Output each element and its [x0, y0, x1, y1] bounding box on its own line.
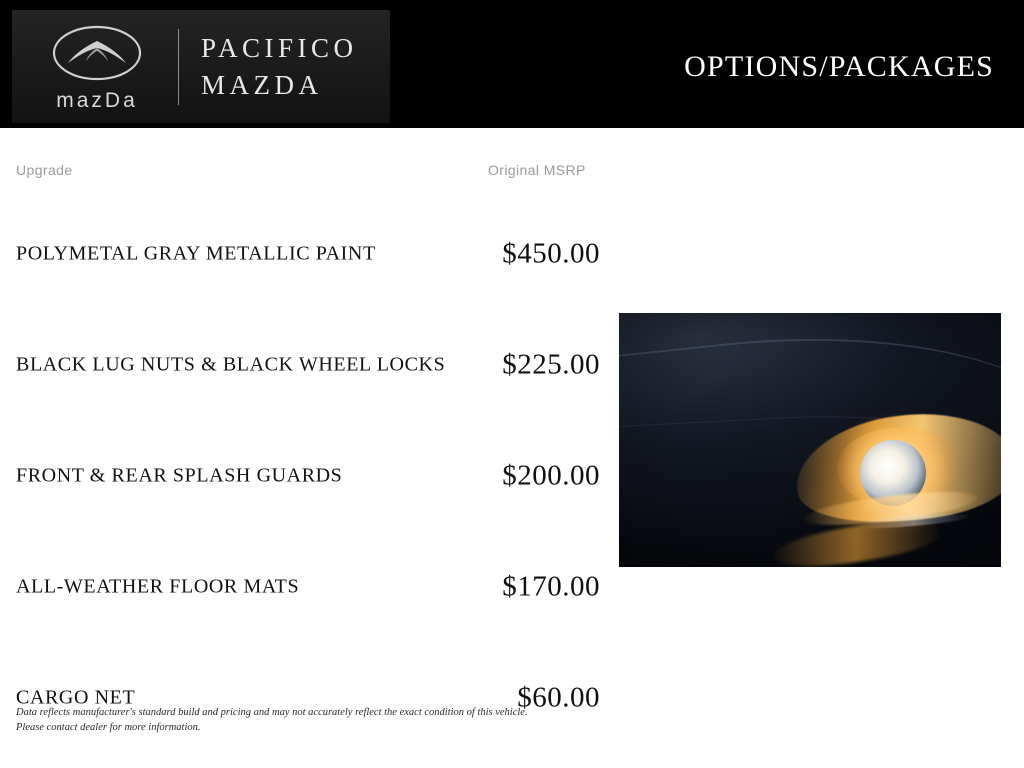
- vehicle-headlight-photo: [619, 313, 1001, 567]
- column-header-msrp: Original MSRP: [488, 162, 586, 178]
- dealer-name-line1: PACIFICO: [201, 33, 358, 64]
- mazda-logo-icon: [22, 17, 172, 117]
- option-label: CARGO NET: [16, 686, 136, 708]
- column-header-upgrade: Upgrade: [16, 162, 73, 178]
- table-row: [0, 642, 1024, 753]
- option-price: $60.00: [517, 681, 600, 713]
- option-price: $225.00: [502, 348, 600, 380]
- disclaimer: [16, 705, 616, 735]
- header-bar: [0, 0, 1024, 128]
- disclaimer-line1: Data reflects manufacturer's standard build and pricing and may not accurately reflect the exact condition of this vehicle.: [16, 707, 528, 718]
- option-label: BLACK LUG NUTS & BLACK WHEEL LOCKS: [16, 353, 446, 375]
- option-price: $170.00: [502, 570, 600, 602]
- option-price: $200.00: [502, 459, 600, 491]
- option-label: ALL-WEATHER FLOOR MATS: [16, 575, 300, 597]
- option-label: FRONT & REAR SPLASH GUARDS: [16, 464, 343, 486]
- table-row: [0, 198, 1024, 309]
- option-price: $450.00: [502, 237, 600, 269]
- svg-text:mazDa: mazDa: [56, 88, 138, 112]
- disclaimer-line2: Please contact dealer for more information.: [16, 722, 201, 734]
- logo-divider: [178, 29, 179, 105]
- dealer-name: [201, 30, 358, 103]
- dealer-name-line2: MAZDA: [201, 69, 323, 100]
- page-title: OPTIONS/PACKAGES: [684, 50, 994, 83]
- photo-vignette: [619, 313, 1001, 567]
- dealer-logo-block: [12, 10, 390, 123]
- option-label: POLYMETAL GRAY METALLIC PAINT: [16, 242, 376, 264]
